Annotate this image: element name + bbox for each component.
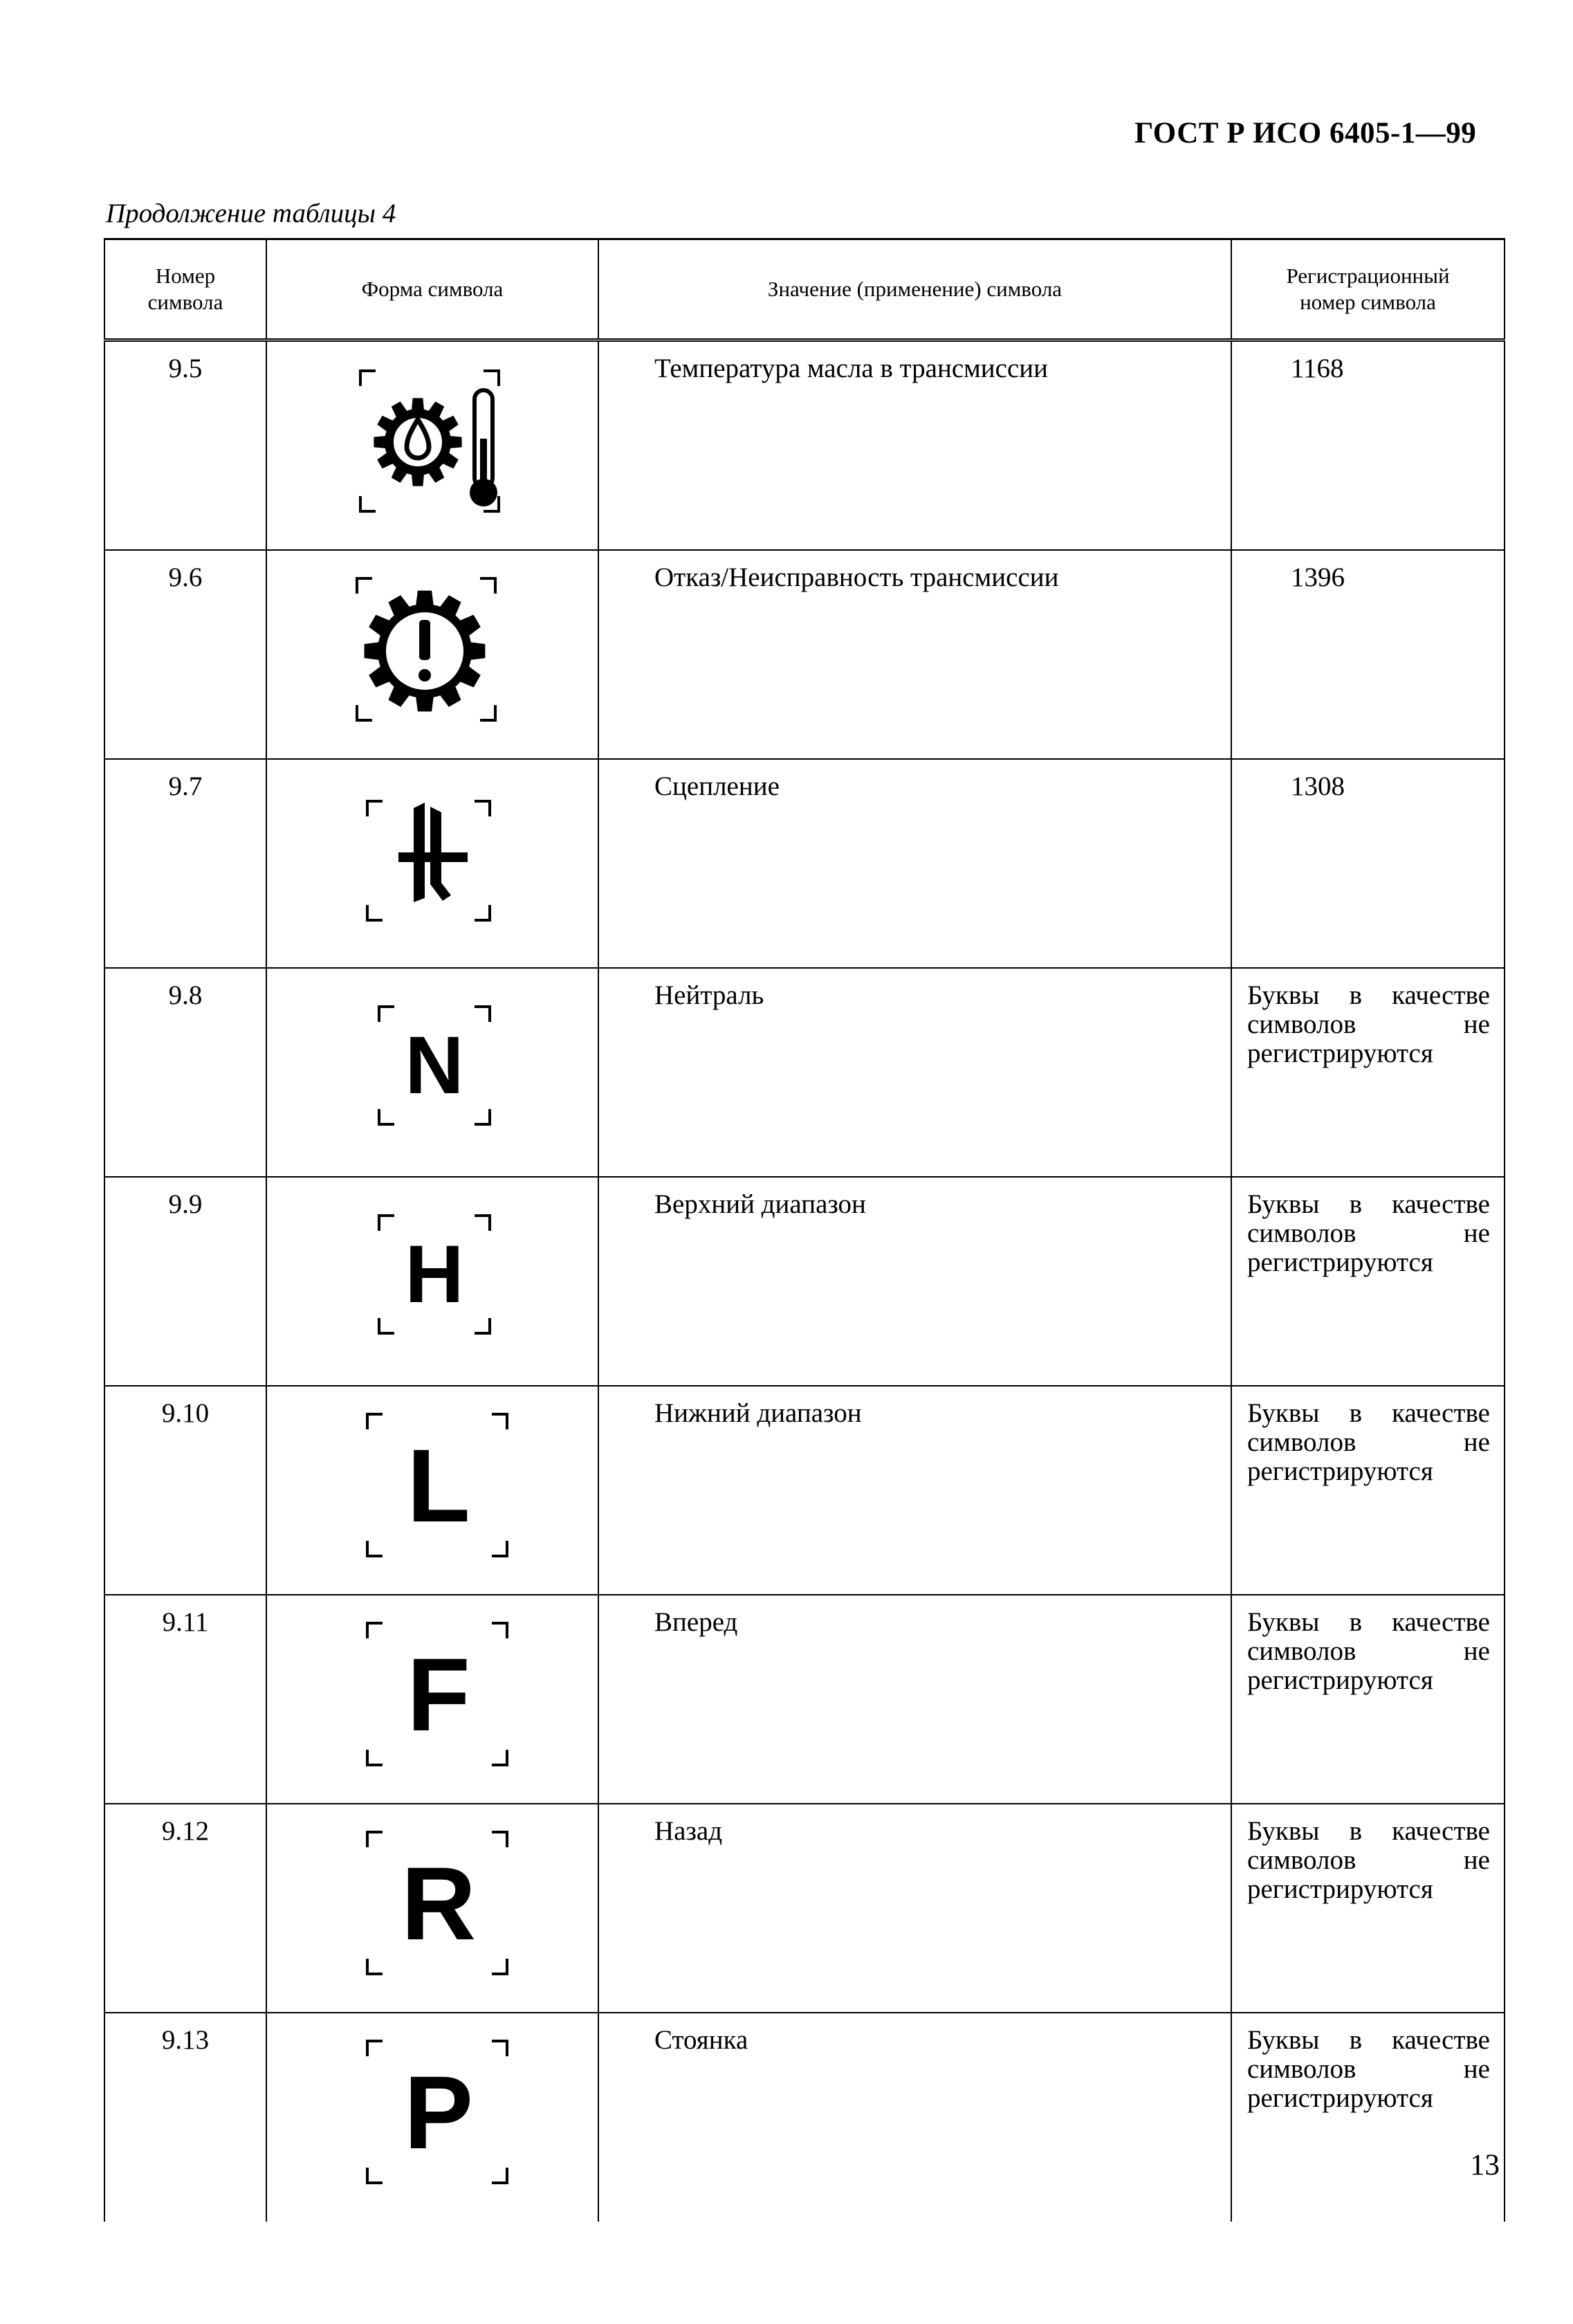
frame-corner (475, 905, 490, 920)
symbol-meaning: Отказ/Неисправность трансмиссии (598, 550, 1231, 759)
frame-corner (475, 801, 490, 816)
frame-corner (357, 578, 372, 594)
registration-number: 1308 (1231, 759, 1505, 968)
symbol-meaning: Сцепление (598, 759, 1231, 968)
symbol-letter: H (405, 1229, 464, 1320)
symbol-letter: N (405, 1020, 464, 1111)
frame-corner (379, 1109, 394, 1124)
document-header: ГОСТ Р ИСО 6405-1—99 (1134, 117, 1477, 149)
frame-corner (367, 2168, 383, 2183)
symbol-meaning: Верхний диапазон (598, 1177, 1231, 1386)
table-row (104, 2013, 1505, 2222)
frame-corner (484, 371, 499, 386)
symbol-form (266, 1804, 598, 2013)
frame-corner (367, 1414, 383, 1429)
symbol-number: 9.8 (104, 968, 266, 1177)
registration-number: Буквы в качестве символов не регистрируются (1231, 1804, 1505, 2013)
symbol-number: 9.12 (104, 1804, 266, 2013)
frame-corner (367, 1832, 383, 1847)
registration-number: Буквы в качестве символов не регистрируются (1231, 2013, 1505, 2222)
letter-f-icon (267, 1595, 599, 1791)
table-row (104, 968, 1505, 1177)
frame-corner (367, 1750, 383, 1765)
symbol-meaning: Температура масла в трансмиссии (598, 340, 1231, 551)
frame-corner (492, 2041, 507, 2056)
frame-corner (475, 1318, 490, 1333)
frame-corner (357, 705, 372, 720)
symbol-letter: R (401, 1845, 477, 1961)
symbol-meaning: Нижний диапазон (598, 1386, 1231, 1595)
frame-corner (492, 1414, 507, 1429)
symbol-form (266, 968, 598, 1177)
page-number: 13 (1470, 2149, 1500, 2181)
letter-n-icon (267, 969, 599, 1164)
symbol-letter: F (407, 1636, 470, 1753)
symbol-number: 9.10 (104, 1386, 266, 1595)
symbol-meaning: Нейтраль (598, 968, 1231, 1177)
table-row (104, 1595, 1505, 1804)
frame-corner (475, 1216, 490, 1231)
frame-corner (492, 1832, 507, 1847)
symbol-meaning: Вперед (598, 1595, 1231, 1804)
frame-corner (475, 1007, 490, 1022)
table-row (104, 1804, 1505, 2013)
symbol-letter: P (403, 2054, 474, 2170)
symbol-letter: L (407, 1427, 470, 1544)
letter-h-icon (267, 1178, 599, 1373)
symbol-form (266, 2013, 598, 2222)
frame-corner (379, 1007, 394, 1022)
symbol-number: 9.11 (104, 1595, 266, 1804)
column-header-number: Номер символа (104, 239, 266, 340)
frame-corner (492, 1623, 507, 1638)
frame-corner (492, 1959, 507, 1974)
table-caption: Продолжение таблицы 4 (106, 199, 396, 228)
letter-r-icon (267, 1804, 599, 2000)
symbol-meaning: Стоянка (598, 2013, 1231, 2222)
frame-corner (492, 1750, 507, 1765)
frame-corner (475, 1109, 490, 1124)
frame-corner (492, 1541, 507, 1556)
frame-corner (367, 905, 383, 920)
table-row (104, 1177, 1505, 1386)
clutch-icon (267, 760, 599, 955)
frame-corner (367, 1623, 383, 1638)
symbol-form (266, 1386, 598, 1595)
symbol-form (266, 340, 598, 551)
symbol-number: 9.7 (104, 759, 266, 968)
frame-corner (379, 1318, 394, 1333)
frame-corner (379, 1216, 394, 1231)
column-header-meaning: Значение (применение) символа (598, 239, 1231, 340)
table-row (104, 550, 1505, 759)
letter-p-icon (267, 2013, 599, 2208)
gear-oil-temperature-icon (267, 342, 599, 537)
table-header-row (104, 239, 1505, 340)
registration-number: 1168 (1231, 340, 1505, 551)
symbol-number: 9.9 (104, 1177, 266, 1386)
letter-l-icon (267, 1387, 599, 1582)
registration-number: Буквы в качестве символов не регистрируются (1231, 1595, 1505, 1804)
frame-corner (367, 1541, 383, 1556)
table-row (104, 759, 1505, 968)
frame-corner (360, 496, 376, 511)
symbol-form (266, 550, 598, 759)
column-header-registration: Регистрационный номер символа (1231, 239, 1505, 340)
symbol-form (266, 1595, 598, 1804)
frame-corner (492, 2168, 507, 2183)
symbol-number: 9.13 (104, 2013, 266, 2222)
symbol-form (266, 1177, 598, 1386)
table-row (104, 340, 1505, 551)
registration-number: Буквы в качестве символов не регистрируются (1231, 1177, 1505, 1386)
frame-corner (367, 1959, 383, 1974)
registration-number: Буквы в качестве символов не регистрируются (1231, 1386, 1505, 1595)
frame-corner (480, 578, 495, 594)
symbols-table (104, 238, 1505, 2222)
frame-corner (367, 2041, 383, 2056)
frame-corner (367, 801, 383, 816)
column-header-form: Форма символа (266, 239, 598, 340)
symbol-meaning: Назад (598, 1804, 1231, 2013)
frame-corner (480, 705, 495, 720)
gear-exclamation-icon (267, 551, 599, 746)
symbol-form (266, 759, 598, 968)
registration-number: 1396 (1231, 550, 1505, 759)
table-row (104, 1386, 1505, 1595)
registration-number: Буквы в качестве символов не регистрируются (1231, 968, 1505, 1177)
symbol-number: 9.6 (104, 550, 266, 759)
symbol-number: 9.5 (104, 340, 266, 551)
frame-corner (360, 371, 376, 386)
